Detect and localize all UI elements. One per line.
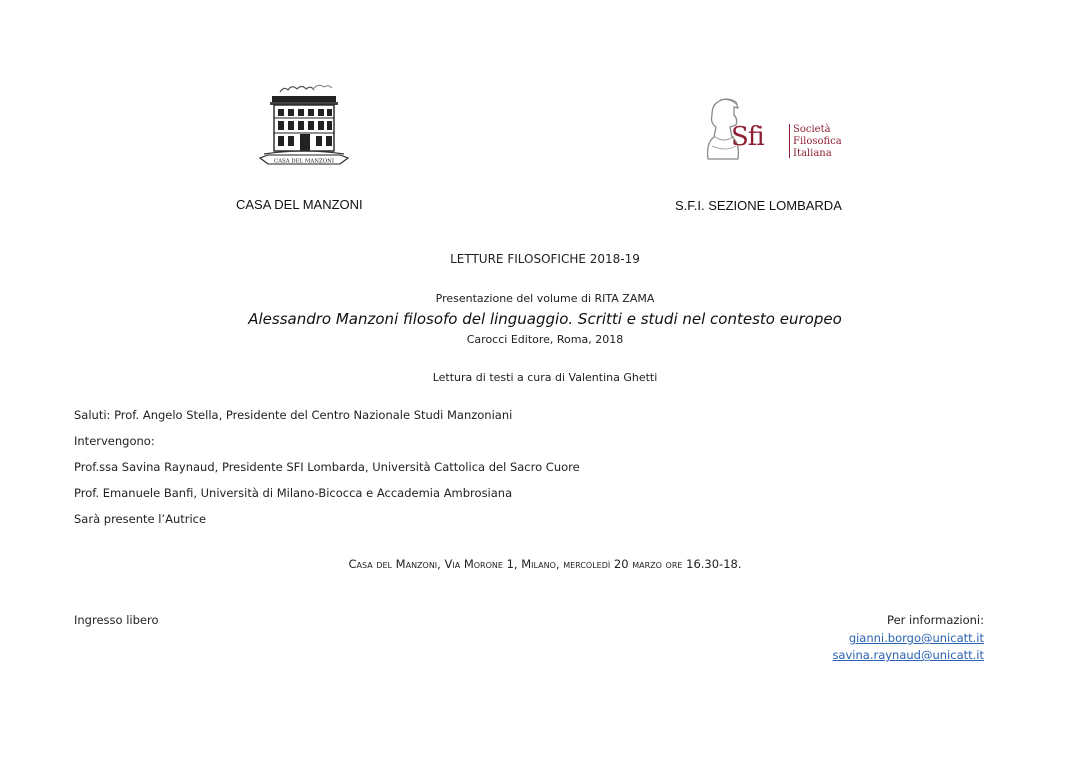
left-org-name: CASA DEL MANZONI	[236, 197, 363, 212]
sfi-divider	[789, 124, 790, 158]
book-title: Alessandro Manzoni filosofo del linguaggio. Scritti e studi nel contesto europeo	[248, 310, 842, 328]
casa-manzoni-logo-banner: CASA DEL MANZONI	[273, 158, 335, 165]
email-link-gianni[interactable]: gianni.borgo@unicatt.it	[848, 631, 984, 645]
speaker-1: Prof.ssa Savina Raynaud, Presidente SFI Lombarda, Università Cattolica del Sacro Cuore	[74, 460, 580, 474]
reading-credit: Lettura di testi a cura di Valentina Ghetti	[432, 371, 658, 384]
speakers-label: Intervengono:	[74, 434, 155, 448]
speaker-2: Prof. Emanuele Banfi, Università di Milano-Bicocca e Accademia Ambrosiana	[74, 486, 513, 500]
author-note: Sarà presente l’Autrice	[74, 512, 207, 526]
greetings-line: Saluti: Prof. Angelo Stella, Presidente del Centro Nazionale Studi Manzoniani	[74, 408, 513, 422]
event-series: LETTURE FILOSOFICHE 2018-19	[450, 252, 640, 266]
sfi-name-line3: Italiana	[793, 148, 832, 159]
sfi-name-line2: Filosofica	[793, 136, 842, 147]
sfi-mark: Sfi	[731, 122, 764, 152]
sfi-logo	[704, 96, 842, 168]
publisher-line: Carocci Editore, Roma, 2018	[466, 333, 624, 346]
sfi-name-line1: Società	[793, 124, 831, 135]
entry-note: Ingresso libero	[74, 613, 159, 627]
presentation-line: Presentazione del volume di RITA ZAMA	[435, 292, 655, 305]
venue-line: Casa del Manzoni, Via Morone 1, Milano, mercoledì 20 marzo ore 16.30-18.	[348, 557, 742, 571]
email-link-savina[interactable]: savina.raynaud@unicatt.it	[832, 648, 984, 662]
info-label: Per informazioni:	[887, 613, 984, 627]
casa-manzoni-logo	[258, 78, 350, 170]
right-org-name: S.F.I. SEZIONE LOMBARDA	[675, 198, 842, 213]
